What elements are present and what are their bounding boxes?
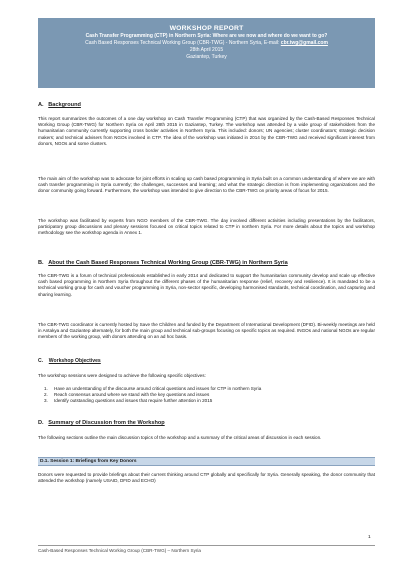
list-text: Have an understanding of the discourse around critical questions and issues for CTP in northern Syria bbox=[54, 386, 262, 391]
section-heading bbox=[38, 102, 375, 108]
section-a bbox=[38, 102, 375, 108]
list-item bbox=[38, 398, 375, 404]
section-letter: C. bbox=[38, 358, 44, 364]
discussion-intro bbox=[38, 435, 375, 441]
session-title: D.1. Session 1: Briefings from Key Donors bbox=[40, 459, 137, 464]
about-paragraph-2 bbox=[38, 322, 375, 341]
paragraph-text: The workshop was facilitated by experts from NGO members of the CBR-TWG. The day involved different activities including presentations by the facilitators, participatory group discussions and plenary sessions focused on critical topics related to CTP in northern Syria. For more details about the topics and workshop methodology see the workshop agenda in Annex 1. bbox=[38, 218, 375, 236]
paragraph-text: The main aim of the workshop was to advocate for joint efforts in scaling up cash based programming in Syria built on a common understanding of where we are with cash transfer programming in Syria currently; the challenges, successes and learning; and what the strategic direction is from implementing organizations and the donor community going forward. Furthermore, the workshop was intended to give direction to the CBR-TWG on priority areas of focus for 2015. bbox=[38, 176, 375, 194]
section-heading bbox=[38, 358, 375, 364]
report-date: 28th April 2015 bbox=[189, 47, 224, 53]
report-organization bbox=[38, 40, 375, 47]
report-banner bbox=[38, 18, 375, 88]
paragraph-text: This report summarizes the outcomes of a one day workshop on Cash Transfer Programming (CTP) that was organized by the Cash-Based Responses Technical Working Group (CBR-TWG) for Northern Syria on April 28th 2015 in Gaziantep, Turkey. The workshop was attended by a wide group of stakeholders from the humanitarian community currently supporting cross border activities in Northern Syria. This included: donors; UN agencies; cluster coordinators; strategic decision makers; and technical advisers from NGOs involved in CTP. The idea of the workshop was initiated in 2014 by the CBR-TWG and received significant interest from donors, NGOs and some clusters. bbox=[38, 116, 375, 146]
objectives-intro bbox=[38, 373, 375, 379]
list-text: Reach consensus around where we stand with the key questions and issues bbox=[54, 392, 210, 398]
paragraph-text: The workshop sessions were designed to achieve the following specific objectives: bbox=[38, 373, 206, 378]
background-paragraph-3 bbox=[38, 218, 375, 237]
section-title: About the Cash Based Responses Technical Working Group (CBR-TWG) in Northern Syria bbox=[48, 260, 288, 266]
background-paragraph-1 bbox=[38, 116, 375, 147]
section-title: Summary of Discussion from the Workshop bbox=[48, 420, 165, 426]
list-text: Identify outstanding questions and issues that require further attention in 2015 bbox=[54, 398, 213, 404]
section-d bbox=[38, 420, 375, 426]
report-subtitle: Cash Transfer Programming (CTP) in Northern Syria: Where are we now and where do we want to go? bbox=[85, 33, 328, 39]
paragraph-text: The following sections outline the main discussion topics of the workshop and a summary of the critical areas of discussion in each session. bbox=[38, 435, 322, 440]
section-heading bbox=[38, 260, 375, 266]
paragraph-text: The CBR-TWG is a forum of technical professionals established in early 2014 and dedicated to support the humanitarian community develop and scale up effective cash based programming in Northern Syria throughout the different phases of the humanitarian response (relief, recovery and resilience). It is mandated to be a technical working group for cash and voucher programming in Syria, non-sector specific, developing harmonised standards, technical coordination, and capturing and sharing learning. bbox=[38, 273, 375, 297]
section-title: Workshop Objectives bbox=[48, 358, 101, 364]
report-location: Gaziantep, Turkey bbox=[186, 54, 227, 60]
section-letter: A. bbox=[38, 102, 44, 108]
paragraph-text: Donors were requested to provide briefings about their current thinking around CTP globally and specifically for Syria. Generally speaking, the donor community that attended the workshop (namely USAID, DFID and ECHO) bbox=[38, 472, 375, 484]
page-number: 1 bbox=[368, 535, 371, 540]
list-number: 3. bbox=[44, 398, 48, 404]
email-link[interactable]: cbr.twg@gmail.com bbox=[280, 40, 328, 46]
list-number: 2. bbox=[44, 392, 48, 398]
report-title: WORKSHOP REPORT bbox=[169, 25, 244, 32]
section-heading bbox=[38, 420, 375, 426]
background-paragraph-2 bbox=[38, 176, 375, 195]
objectives-list bbox=[38, 386, 375, 405]
section-letter: B. bbox=[38, 260, 44, 266]
section-letter: D. bbox=[38, 420, 44, 426]
about-paragraph-1 bbox=[38, 273, 375, 298]
session-1-heading-bar bbox=[38, 457, 375, 466]
footer-divider bbox=[38, 545, 375, 546]
organization-text: Cash Based Responses Technical Working Group (CBR-TWG) - Northern Syria, E-mail: bbox=[85, 40, 281, 46]
section-b bbox=[38, 260, 375, 266]
session-1-paragraph bbox=[38, 472, 375, 484]
section-c bbox=[38, 358, 375, 364]
footer-text: Cash-Based Responses Technical Working Group (CBR-TWG) – Northern Syria bbox=[38, 548, 201, 553]
paragraph-text: The CBR-TWG coordinator is currently hosted by Save the Children and funded by the Department of International Development (DFID). Bi-weekly meetings are held in Antakya and Gaziantep alternately, for both the main group and technical sub-groups focusing on specific topics as required. INGOs and national NGOs are regular members of the working group, with donors attending on an ad hoc basis. bbox=[38, 322, 375, 340]
section-title: Background bbox=[48, 102, 81, 108]
list-number: 1. bbox=[44, 386, 48, 391]
